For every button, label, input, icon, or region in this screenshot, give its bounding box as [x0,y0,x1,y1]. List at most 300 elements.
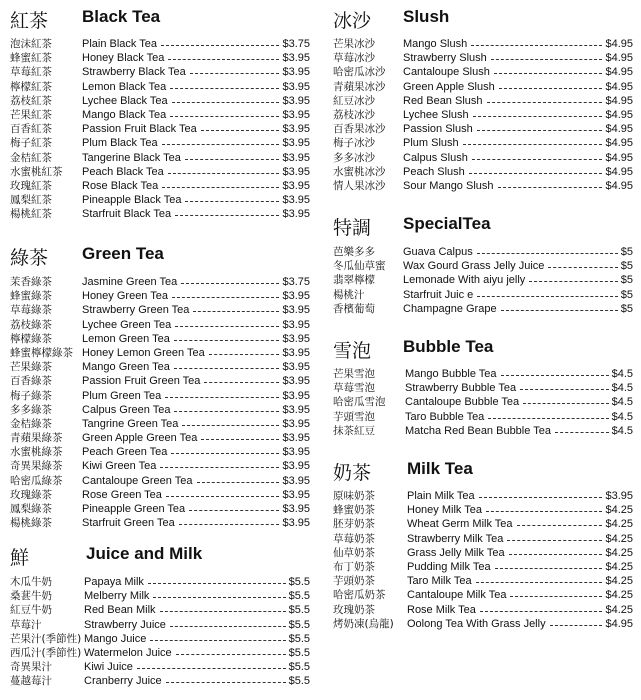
item-list [10,575,310,689]
item-name-en: Mango Bubble Tea [405,368,497,380]
item-price: $4.95 [605,52,633,65]
leader-dots [201,130,279,131]
item-name-en: Mango Green Tea [82,361,170,374]
leader-dots [529,281,618,282]
item-name-zh: 檸檬紅茶 [10,80,52,93]
menu-item [10,275,310,289]
item-name-en: Pudding Milk Tea [407,560,491,573]
item-name-zh: 胚芽奶茶 [333,518,375,531]
section-title-en: Black Tea [82,7,161,26]
menu-item [10,589,310,603]
leader-dots [494,73,602,74]
item-name-en: Sour Mango Slush [403,179,494,192]
leader-dots [463,144,602,145]
item-price: $3.95 [282,517,310,530]
item-price: $4.5 [611,368,633,380]
section-title-zh: 綠茶 [10,247,49,269]
item-name-en: Guava Calpus [403,246,473,258]
item-price: $3.95 [282,194,310,207]
item-name-en: Honey Milk Tea [407,504,482,517]
menu-item [333,37,633,51]
section-header [333,456,633,486]
menu-item [10,502,310,516]
item-name-zh: 芒果汁(季節性) [10,632,82,645]
leader-dots [190,73,279,74]
item-price: $4.95 [605,179,633,192]
menu-item [333,546,633,560]
item-name-zh: 西瓜汁(季節性) [10,646,82,659]
item-name-zh: 多多冰沙 [333,151,375,164]
item-name-en: Wheat Germ Milk Tea [407,518,513,531]
item-name-en: Plain Milk Tea [407,490,475,502]
menu-item [333,179,633,193]
item-name-en: Green Apple Slush [403,80,495,93]
item-name-en: Wax Gourd Grass Jelly Juice [403,260,545,273]
item-name-en: Strawberry Bubble Tea [405,382,517,395]
item-name-en: Tangerine Black Tea [82,151,181,164]
item-price: $3.95 [282,304,310,317]
item-name-zh: 木瓜牛奶 [10,576,52,588]
item-price: $4.95 [605,617,633,630]
item-name-zh: 奇異果汁 [10,661,52,674]
menu-item [333,80,633,94]
item-name-en: Rose Green Tea [82,488,162,501]
item-price: $3.95 [282,52,310,65]
menu-item [333,617,633,631]
item-name-zh: 哈密瓜奶茶 [333,589,386,602]
item-name-zh: 紅豆牛奶 [10,604,52,617]
leader-dots [174,411,279,412]
leader-dots [160,611,286,612]
menu-item [333,273,633,287]
item-list [333,37,633,193]
item-name-zh: 情人果冰沙 [333,179,386,192]
item-name-en: Peach Green Tea [82,446,168,459]
item-price: $3.95 [282,432,310,445]
item-name-zh: 草莓紅茶 [10,66,52,79]
section-title-zh: 雪泡 [333,340,372,362]
section-header [333,211,633,241]
item-price: $5 [620,274,633,287]
menu-section [333,4,633,192]
item-price: $5.5 [288,675,310,688]
item-price: $3.95 [282,446,310,459]
item-price: $3.95 [282,361,310,374]
leader-dots [209,354,279,355]
item-name-zh: 草莓冰沙 [333,52,375,65]
item-price: $4.95 [605,38,633,50]
section-title-zh: 紅茶 [10,10,49,32]
item-name-en: Grass Jelly Milk Tea [407,546,505,559]
leader-dots [175,326,279,327]
leader-dots [517,525,602,526]
menu-item [333,588,633,602]
menu-item [333,65,633,79]
leader-dots [469,173,602,174]
item-name-en: Watermelon Juice [84,646,172,659]
menu-item [10,80,310,94]
leader-dots [498,187,602,188]
leader-dots [165,397,279,398]
item-price: $5.5 [288,632,310,645]
item-name-zh: 青蘋果冰沙 [333,80,386,93]
leader-dots [137,668,286,669]
item-name-zh: 百香綠茶 [10,375,52,388]
item-name-zh: 草莓雪泡 [333,382,375,395]
item-name-zh: 哈密瓜冰沙 [333,66,386,79]
menu-item [10,603,310,617]
item-price: $5 [620,260,633,273]
item-price: $4.95 [605,80,633,93]
item-name-en: Calpus Green Tea [82,403,171,416]
item-name-zh: 多多綠茶 [10,403,52,416]
item-name-zh: 鳳梨紅茶 [10,194,52,207]
menu-item [10,403,310,417]
item-name-en: Champagne Grape [403,302,497,315]
section-title-en: SpecialTea [403,214,491,233]
item-name-en: Rose Milk Tea [407,603,476,616]
item-name-zh: 梅子綠茶 [10,389,52,402]
leader-dots [185,201,279,202]
menu-item [10,445,310,459]
item-price: $4.95 [605,123,633,136]
item-name-zh: 芭樂多多 [333,246,375,258]
item-name-zh: 金桔紅茶 [10,151,52,164]
menu-item [10,65,310,79]
item-price: $3.95 [282,460,310,473]
item-name-en: Matcha Red Bean Bubble Tea [405,424,551,437]
item-price: $4.25 [605,603,633,616]
item-price: $4.95 [605,137,633,150]
item-price: $4.95 [605,94,633,107]
item-name-en: Strawberry Black Tea [82,66,186,79]
item-name-zh: 草莓綠茶 [10,304,52,317]
leader-dots [197,482,279,483]
item-name-zh: 玫瑰綠茶 [10,488,52,501]
leader-dots [204,382,279,383]
menu-item [10,575,310,589]
menu-item [333,410,633,424]
item-price: $4.95 [605,151,633,164]
item-name-zh: 水蜜桃綠茶 [10,446,63,459]
menu-section [333,334,633,437]
item-name-zh: 荔枝紅茶 [10,94,52,107]
leader-dots [161,45,279,46]
item-name-en: Tangrine Green Tea [82,417,179,430]
item-list [333,367,633,438]
item-price: $4.25 [605,546,633,559]
menu-item [333,489,633,503]
item-price: $5.5 [288,576,310,588]
item-name-zh: 仙草奶茶 [333,546,375,559]
menu-item [10,417,310,431]
item-name-en: Lemon Green Tea [82,332,170,345]
item-name-en: Mango Juice [84,632,147,645]
leader-dots [172,297,279,298]
menu-item [333,532,633,546]
item-name-en: Lychee Green Tea [82,318,172,331]
section-title-zh: 冰沙 [333,10,372,32]
leader-dots [486,511,602,512]
item-name-en: Cranberry Juice [84,675,162,688]
menu-section [333,211,633,315]
item-price: $5.5 [288,661,310,674]
leader-dots [548,267,618,268]
item-name-zh: 荔枝綠茶 [10,318,52,331]
leader-dots [495,568,602,569]
item-name-zh: 桑葚牛奶 [10,590,52,603]
item-price: $4.25 [605,560,633,573]
item-name-en: Passion Slush [403,123,473,136]
menu-item [333,122,633,136]
leader-dots [477,296,618,297]
leader-dots [509,554,602,555]
item-name-zh: 芒果綠茶 [10,361,52,374]
item-name-zh: 荔枝冰沙 [333,108,375,121]
item-name-en: Cantaloupe Slush [403,66,490,79]
menu-item [10,151,310,165]
menu-item [10,632,310,646]
item-name-zh: 百香果冰沙 [333,123,386,136]
item-price: $4.25 [605,575,633,588]
item-name-en: Calpus Slush [403,151,468,164]
item-name-en: Taro Milk Tea [407,575,472,588]
menu-item [10,136,310,150]
leader-dots [491,59,602,60]
item-name-zh: 楊桃紅茶 [10,208,52,221]
item-name-en: Taro Bubble Tea [405,410,485,423]
item-name-en: Plum Slush [403,137,459,150]
menu-item [333,574,633,588]
item-name-zh: 布丁奶茶 [333,560,375,573]
item-price: $3.95 [282,165,310,178]
item-name-zh: 翡翠檸檬 [333,274,375,287]
menu-item [10,346,310,360]
menu-item [10,674,310,688]
item-list [333,489,633,631]
item-name-zh: 原味奶茶 [333,490,375,502]
leader-dots [166,682,286,683]
leader-dots [473,116,602,117]
leader-dots [201,439,279,440]
item-name-en: Cantaloupe Bubble Tea [405,396,520,409]
item-name-zh: 香檳葡萄 [333,302,375,315]
item-name-en: Honey Green Tea [82,290,169,303]
item-price: $4.5 [611,410,633,423]
item-price: $5.5 [288,646,310,659]
leader-dots [507,540,602,541]
item-price: $3.95 [282,151,310,164]
menu-item [10,37,310,51]
leader-dots [471,45,602,46]
item-name-en: Passion Fruit Green Tea [82,375,201,388]
item-price: $5.5 [288,590,310,603]
menu-item [10,474,310,488]
leader-dots [171,453,279,454]
item-name-zh: 奇異果綠茶 [10,460,63,473]
item-name-zh: 蜂蜜綠茶 [10,290,52,303]
item-name-zh: 百香紅茶 [10,123,52,136]
menu-item [10,179,310,193]
leader-dots [153,597,286,598]
menu-item [333,381,633,395]
item-price: $3.95 [282,389,310,402]
item-name-en: Passion Fruit Black Tea [82,123,197,136]
leader-dots [523,403,609,404]
item-name-zh: 抹茶紅豆 [333,424,375,437]
item-price: $3.95 [282,488,310,501]
item-price: $5 [620,302,633,315]
item-name-en: Strawberry Juice [84,618,166,631]
leader-dots [477,130,602,131]
item-price: $4.95 [605,165,633,178]
item-price: $3.95 [282,123,310,136]
leader-dots [150,640,286,641]
item-name-zh: 梅子冰沙 [333,137,375,150]
item-name-zh: 楊桃綠茶 [10,517,52,530]
item-price: $5.5 [288,618,310,631]
menu-item [10,488,310,502]
menu-item [333,560,633,574]
section-header [10,541,310,571]
section-title-zh: 奶茶 [333,462,372,484]
item-price: $3.95 [282,417,310,430]
menu-section [333,456,633,630]
item-price: $4.5 [611,382,633,395]
item-price: $3.95 [282,403,310,416]
item-name-en: Lychee Black Tea [82,94,168,107]
leader-dots [168,59,279,60]
menu-section [10,4,310,221]
menu-item [333,108,633,122]
menu-item [10,431,310,445]
item-price: $3.95 [282,318,310,331]
leader-dots [166,496,279,497]
leader-dots [160,467,279,468]
leader-dots [501,375,609,376]
leader-dots [487,102,602,103]
leader-dots [182,425,279,426]
leader-dots [550,625,602,626]
item-name-zh: 芒果雪泡 [333,368,375,380]
item-name-en: Kiwi Juice [84,661,133,674]
item-name-zh: 金桔綠茶 [10,417,52,430]
item-price: $3.95 [282,375,310,388]
menu-section [10,541,310,688]
leader-dots [477,253,618,254]
menu-item [10,618,310,632]
item-price: $3.95 [282,332,310,345]
item-name-en: Strawberry Milk Tea [407,532,504,545]
item-price: $3.95 [282,66,310,79]
item-name-en: Mango Slush [403,38,468,50]
item-name-zh: 青蘋果綠茶 [10,432,63,445]
menu-item [333,288,633,302]
menu-item [10,332,310,346]
item-name-en: Strawberry Slush [403,52,487,65]
item-name-zh: 楊桃汁 [333,288,365,301]
menu-item [10,646,310,660]
item-price: $4.5 [611,424,633,437]
leader-dots [174,368,279,369]
item-name-zh: 芒果冰沙 [333,38,375,50]
leader-dots [181,283,279,284]
item-price: $4.25 [605,518,633,531]
item-name-en: Peach Black Tea [82,165,164,178]
menu-item [10,289,310,303]
menu-item [333,424,633,438]
section-header [333,334,633,364]
leader-dots [168,173,279,174]
leader-dots [472,159,602,160]
menu-item [10,660,310,674]
item-name-zh: 烤奶凍(烏龍) [333,617,394,630]
item-name-zh: 紅豆冰沙 [333,94,375,107]
item-name-en: Mango Black Tea [82,108,167,121]
item-name-zh: 檸檬綠茶 [10,332,52,345]
leader-dots [189,510,279,511]
item-name-en: Plain Black Tea [82,38,158,50]
item-name-en: Peach Slush [403,165,465,178]
section-header [10,241,310,271]
menu-item [333,165,633,179]
item-name-en: Rose Black Tea [82,179,159,192]
item-name-en: Honey Black Tea [82,52,165,65]
menu-item [10,193,310,207]
menu-item [333,517,633,531]
item-price: $4.25 [605,589,633,602]
menu-item [333,603,633,617]
item-price: $5.5 [288,604,310,617]
menu-item [333,151,633,165]
item-name-en: Starfruit Black Tea [82,208,172,221]
section-title-en: Juice and Milk [86,544,203,563]
menu-item [333,259,633,273]
leader-dots [479,497,602,498]
section-header [10,4,310,34]
item-name-zh: 芒果紅茶 [10,108,52,121]
section-title-en: Slush [403,7,450,26]
menu-item [10,207,310,221]
section-title-en: Milk Tea [407,459,473,478]
menu-item [333,302,633,316]
item-name-zh: 蜂蜜檸檬綠茶 [10,346,73,359]
item-price: $4.95 [605,108,633,121]
menu-item [333,395,633,409]
leader-dots [501,310,618,311]
menu-item [10,108,310,122]
menu-item [333,367,633,381]
item-price: $4.95 [605,66,633,79]
item-name-zh: 芋頭雪泡 [333,410,375,423]
item-name-en: Plum Black Tea [82,137,158,150]
leader-dots [555,432,609,433]
leader-dots [510,596,602,597]
item-price: $3.95 [282,108,310,121]
section-title-zh: 鮮 [10,547,30,569]
section-title-en: Green Tea [82,244,164,263]
item-name-en: Lemonade With aiyu jelly [403,274,526,287]
item-name-en: Red Bean Slush [403,94,483,107]
item-name-en: Starfruit Juic e [403,288,474,301]
item-name-zh: 冬瓜仙草蜜 [333,260,386,273]
menu-item [10,318,310,332]
item-price: $3.95 [282,80,310,93]
item-name-en: Melberry Milk [84,590,150,603]
menu-item [10,122,310,136]
item-name-en: Starfruit Green Tea [82,517,175,530]
section-title-en: Bubble Tea [403,337,494,356]
